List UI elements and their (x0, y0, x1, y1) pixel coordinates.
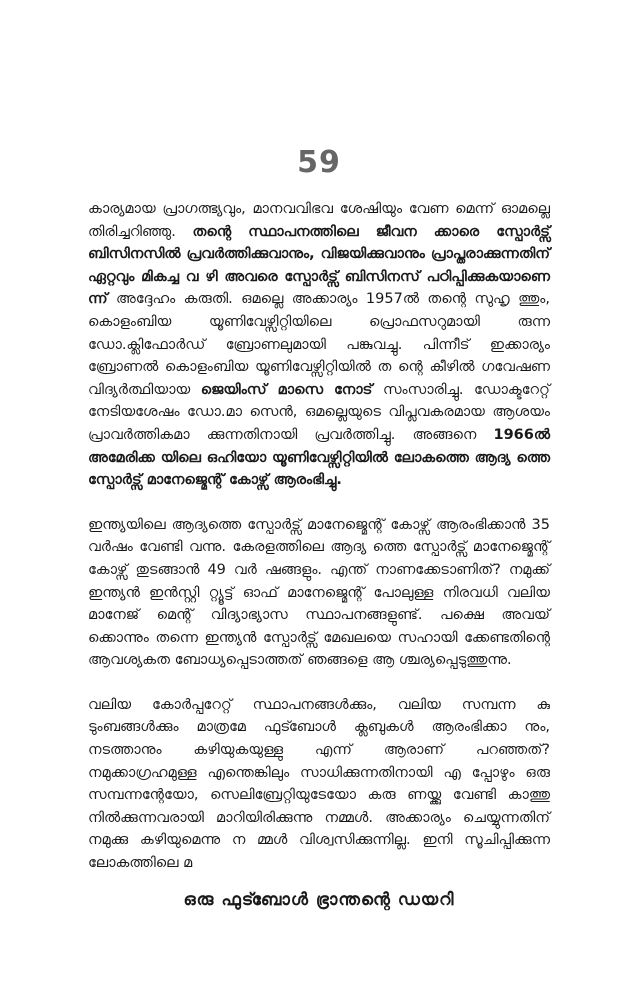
bold-text-segment: 1966ൽ അമേരിക്ക യിലെ ഒഹിയോ യൂണിവേഴ്സിറ്റിയിൽ ലോകത്തെ ആദ്യ ത്തെ സ്പോർട്സ് മാനേജ്മെന്റ് കോഴ്സ് ആരംഭിച്ചു. (88, 426, 550, 489)
page-number: 59 (297, 145, 341, 180)
paragraph-3 (88, 694, 550, 875)
text-segment: സംസാരിച്ചു. ഡോക്ടറേറ്റ് നേടിയശേഷം ഡോ.മാ സെൻ, ഒമല്ലെയുടെ വിപ്ലവകരമായ ആശയം പ്രാവർത്തികമാ ക്കുന്നതിനായി പ്രവർത്തിച്ചു. അങ്ങനെ (88, 381, 550, 443)
bold-text-segment: തന്റെ സ്ഥാപനത്തിലെ ജീവന ക്കാരെ സ്പോർട്സ് ബിസിനസിൽ പ്രവർത്തിക്കുവാനും, വിജയിക്കുവാനും പ്രാപ്തരാക്കുന്നതിന് ഏറ്റവും മികച്ച വ ഴി അവരെ സ്പോർട്സ് ബിസിനസ് പഠിപ്പിക്കുകയാണെ ന്ന് (88, 223, 550, 308)
paragraph-text (88, 198, 550, 492)
paragraph-text (88, 694, 550, 875)
body-text (88, 198, 550, 897)
paragraph-1 (88, 198, 550, 492)
text-segment: ഇന്ത്യയിലെ ആദ്യത്തെ സ്പോർട്സ് മാനേജ്മെന്റ് കോഴ്സ് ആരംഭിക്കാൻ 35 വർഷം വേണ്ടി വന്നു. കേരളത്തിലെ ആദ്യ ത്തെ സ്പോർട്സ് മാനേജ്മെന്റ് കോഴ്സ് തുടങ്ങാൻ 49 വർ ഷങ്ങളും. എന്ത് നാണക്കേടാണിത്? നമുക്ക് ഇന്ത്യൻ ഇൻസ്റ്റി റ്റ്യൂട്ട് ഓഫ് മാനേജ്മെന്റ് പോലുള്ള നിരവധി വലിയ മാനേജ് മെന്റ് വിദ്യാഭ്യാസ സ്ഥാപനങ്ങളുണ്ട്. പക്ഷെ അവയ് ക്കൊന്നും തന്നെ ഇന്ത്യൻ സ്പോർട്സ് മേഖലയെ സഹായി ക്കേണ്ടതിന്റെ ആവശ്യകത ബോധ്യപ്പെടാത്തത് ഞങ്ങളെ ആ ശ്ചര്യപ്പെടുത്തുന്നു. (88, 516, 550, 669)
text-segment: കാര്യമായ പ്രാഗത്ഭ്യവും, മാനവവിഭവ ശേഷിയും വേണ മെന്ന് ഓമല്ലെ തിരിച്ചറിഞ്ഞു. (88, 201, 550, 240)
book-title-footer: ഒരു ഫുട്ബോൾ ഭ്രാന്തന്റെ ഡയറി (183, 890, 455, 910)
paragraph-text (88, 514, 550, 672)
text-segment: വലിയ കോർപ്പറേറ്റ് സ്ഥാപനങ്ങൾക്കും, വലിയ സമ്പന്ന കു ടുംബങ്ങൾക്കും മാത്രമേ ഫുട്ബോൾ ക്ലബുകൾ ആരംഭിക്കാ നും, നടത്താനും കഴിയുകയുള്ളു എന്ന് ആരാണ് പറഞ്ഞത്? നമുക്കാഗ്രഹമുള്ള എന്തെങ്കിലും സാധിക്കുന്നതിനായി എ പ്പോഴും ഒരു സമ്പന്നന്റേയോ, സെലിബ്രേറ്റിയുടേയോ കരു ണയ്ക്കു വേണ്ടി കാത്തു നിൽക്കുന്നവരായി മാറിയിരിക്കുന്നു നമ്മൾ. അക്കാര്യം ചെയ്യുന്നതിന് നമുക്കു കഴിയുമെന്നു ന മ്മൾ വിശ്വസിക്കുന്നില്ല. ഇനി സൂചിപ്പിക്കുന്ന ലോകത്തിലെ മ (88, 696, 550, 872)
text-segment: അദ്ദേഹം കരുതി. ഒമല്ലെ അക്കാര്യം 1957ൽ തന്റെ സുഹൃ ത്തും, കൊളംബിയ യൂണിവേഴ്സിറ്റിയിലെ പ്രൊഫസറുമായി രുന്ന ഡോ.ക്ലിഫോർഡ് ബ്രോണലുമായി പങ്കുവച്ചു. പിന്നീട് ഇക്കാര്യം ബ്രോണൽ കൊളംബിയ യൂണിവേഴ്സിറ്റിയിൽ ത ന്റെ കീഴിൽ ഗവേഷണ വിദ്യർത്ഥിയായ (88, 291, 550, 398)
bold-text-segment: ജെയിംസ് മാസെ നോട് (200, 381, 373, 398)
paragraph-2 (88, 514, 550, 672)
